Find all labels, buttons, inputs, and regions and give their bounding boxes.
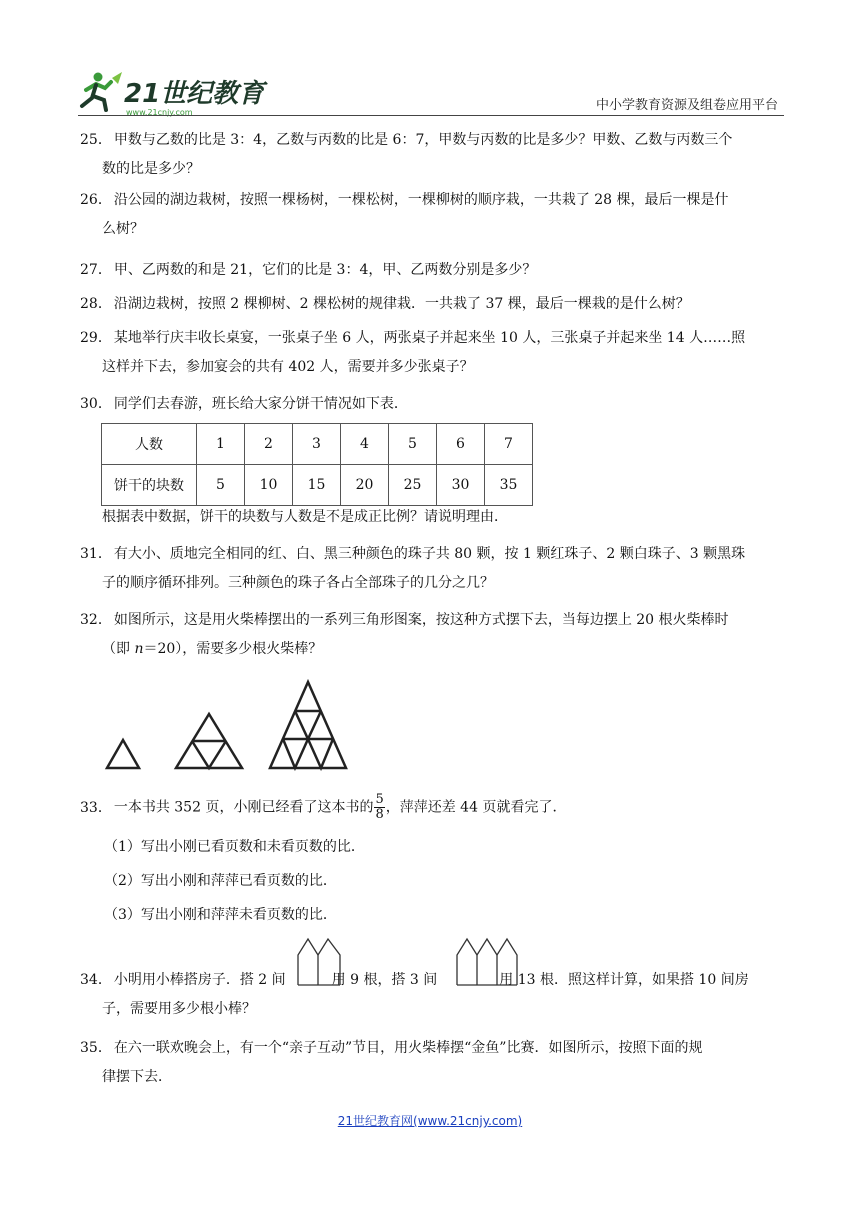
- svg-text:21世纪教育: 21世纪教育: [124, 79, 265, 109]
- matchstick-triangles-figure: [100, 676, 370, 776]
- table-cell: 1: [197, 424, 245, 465]
- table-cell: 7: [485, 424, 533, 465]
- table-cell: 25: [389, 465, 437, 506]
- question-34: 34． 小明用小棒搭房子．搭 2 间 用 9 根，搭 3 间 用 13 根．照这样计算，如果搭 10 间房 子，需要用多少根小棒？: [80, 972, 749, 1017]
- question-33-sub-2: （2）写出小刚和萍萍已看页数的比．: [104, 873, 337, 889]
- table-cell: 30: [437, 465, 485, 506]
- table-cell: 10: [245, 465, 293, 506]
- question-31: 31． 有大小、质地完全相同的红、白、黑三种颜色的珠子共 80 颗，按 1 颗红珠子、2 颗白珠子、3 颗黑珠 子的顺序循环排列。三种颜色的珠子各占全部珠子的几分之几？: [80, 546, 746, 591]
- table-cell: 5: [197, 465, 245, 506]
- table-cell: 3: [293, 424, 341, 465]
- question-33-sub-1: （1）写出小刚已看页数和未看页数的比．: [104, 839, 365, 855]
- table-cell: 35: [485, 465, 533, 506]
- table-cell: 4: [341, 424, 389, 465]
- table-row-header: 饼干的块数: [102, 465, 197, 506]
- table-cell: 20: [341, 465, 389, 506]
- table-cell: 2: [245, 424, 293, 465]
- table-row-header: 人数: [102, 424, 197, 465]
- cookie-table: [101, 423, 533, 506]
- page-header: [78, 58, 784, 116]
- table-cell: 6: [437, 424, 485, 465]
- site-logo: [78, 68, 268, 118]
- question-32: 32． 如图所示，这是用火柴棒摆出的一系列三角形图案，按这种方式摆下去，当每边摆上 20 根火柴棒时 （即 n＝20），需要多少根火柴棒？: [80, 612, 729, 657]
- question-30: 30． 同学们去春游，班长给大家分饼干情况如下表．: [80, 396, 408, 412]
- header-divider: [78, 115, 784, 116]
- triangle-pattern-2: [176, 714, 242, 768]
- page-footer: [0, 1112, 860, 1129]
- question-27: 27． 甲、乙两数的和是 21，它们的比是 3：4，甲、乙两数分别是多少？: [80, 262, 537, 278]
- question-33: 33． 一本书共 352 页，小刚已经看了这本书的 $\frac{5}{8}$ ，萍萍还差 44 页就看完了．: [80, 792, 567, 822]
- question-28: 28． 沿湖边栽树，按照 2 棵柳树、2 棵松树的规律栽．一共栽了 37 棵，最后一棵栽的是什么树？: [80, 296, 690, 312]
- platform-name: 中小学教育资源及组卷应用平台: [595, 98, 778, 113]
- table-cell: 5: [389, 424, 437, 465]
- two-houses-icon: [296, 935, 344, 987]
- svg-text:www.21cnjy.com: www.21cnjy.com: [126, 108, 193, 117]
- question-35: 35． 在六一联欢晚会上，有一个“亲子互动”节目，用火柴棒摆“金鱼”比赛．如图所示，按照下面的规 律摆下去．: [80, 1040, 703, 1085]
- triangle-pattern-3: [270, 682, 346, 768]
- triangle-pattern-1: [107, 740, 139, 768]
- table-cell: 15: [293, 465, 341, 506]
- footer-link[interactable]: 21世纪教育网(www.21cnjy.com): [337, 1114, 523, 1128]
- question-29: 29． 某地举行庆丰收长桌宴，一张桌子坐 6 人，两张桌子并起来坐 10 人，三张桌子并起来坐 14 人……照 这样并下去，参加宴会的共有 402 人，需要并多少张桌子？: [80, 330, 746, 375]
- table-row: [102, 465, 533, 506]
- question-25: 25． 甲数与乙数的比是 3：4，乙数与丙数的比是 6：7，甲数与丙数的比是多少？甲数、乙数与丙数三个 数的比是多少？: [80, 132, 733, 177]
- question-26: 26． 沿公园的湖边栽树，按照一棵杨树，一棵松树，一棵柳树的顺序栽，一共栽了 28 棵，最后一棵是什 么树？: [80, 192, 729, 237]
- table-row: [102, 424, 533, 465]
- question-30-followup: 根据表中数据，饼干的块数与人数是不是成正比例？请说明理由．: [102, 509, 508, 525]
- fraction-five-eighths: $\frac{5}{8}$: [375, 792, 384, 822]
- three-houses-icon: [455, 935, 521, 987]
- question-33-sub-3: （3）写出小刚和萍萍未看页数的比．: [104, 907, 337, 923]
